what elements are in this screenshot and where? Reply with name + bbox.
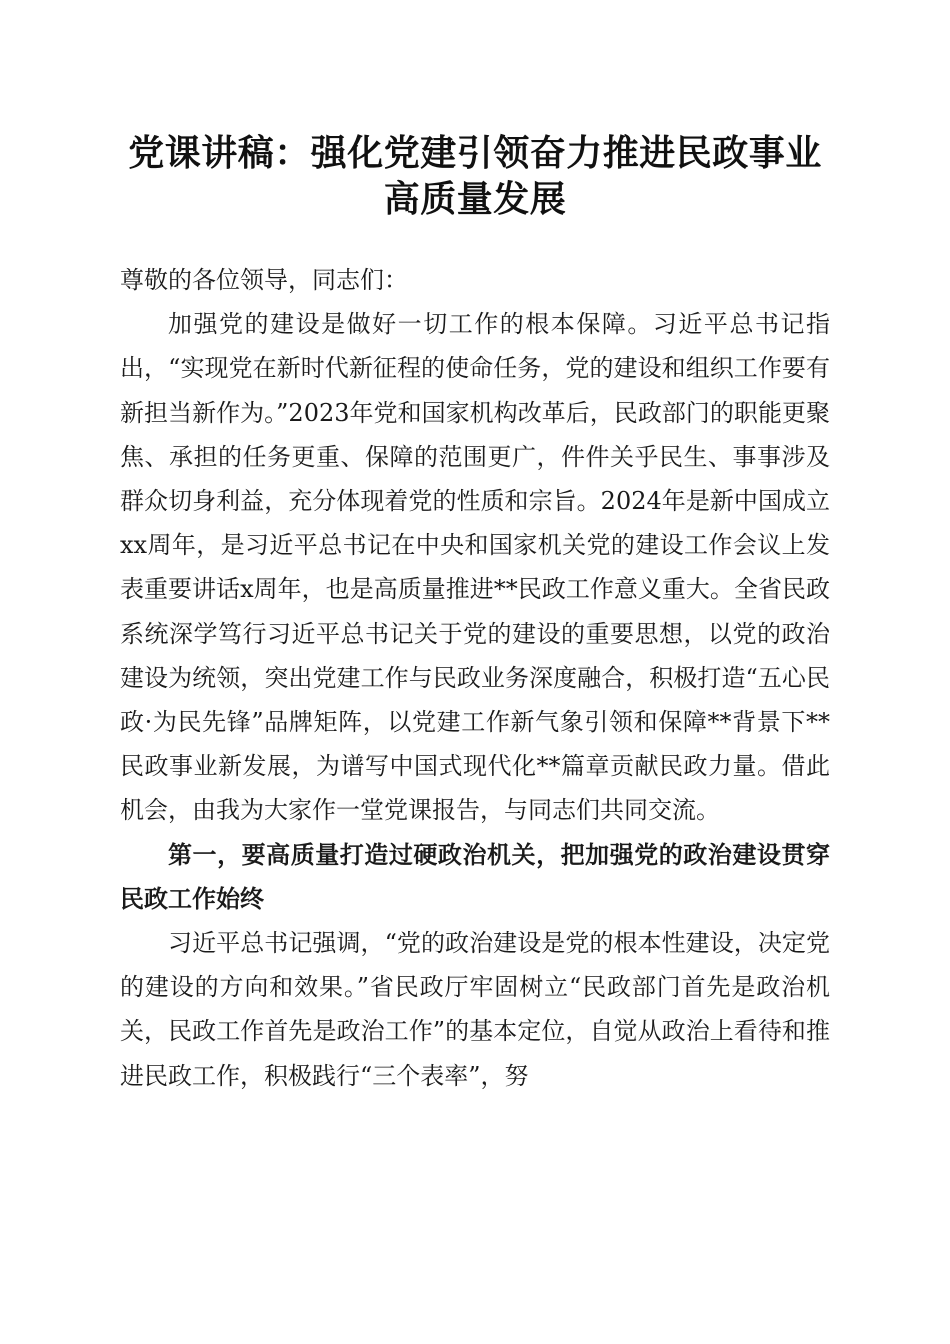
salutation: 尊敬的各位领导，同志们：	[120, 266, 408, 294]
intro-paragraph: 加强党的建设是做好一切工作的根本保障。习近平总书记指出，“实现党在新时代新征程的使命任务，党的建设和组织工作要有新担当新作为。”2023年党和国家机构改革后，民政部门的职能更聚焦、承担的任务更重、保障的范围更广，件件关乎民生、事事涉及群众切身利益，充分体现着党的性质和宗旨。2024年是新中国成立xx周年，是习近平总书记在中央和国家机关党的建设工作会议上发表重要讲话x周年，也是高质量推进**民政工作意义重大。全省民政系统深学笃行习近平总书记关于党的建设的重要思想，以党的政治建设为统领，突出党建工作与民政业务深度融合，积极打造“五心民政·为民先锋”品牌矩阵，以党建工作新气象引领和保障**背景下**民政事业新发展，为谱写中国式现代化**篇章贡献民政力量。借此机会，由我为大家作一堂党课报告，与同志们共同交流。	[120, 310, 830, 825]
document-body	[120, 258, 830, 1098]
section-1-paragraph: 习近平总书记强调，“党的政治建设是党的根本性建设，决定党的建设的方向和效果。”省民政厅牢固树立“民政部门首先是政治机关，民政工作首先是政治工作”的基本定位，自觉从政治上看待和推进民政工作，积极践行“三个表率”，努	[120, 929, 830, 1090]
section-heading-1: 第一，要高质量打造过硬政治机关，把加强党的政治建设贯穿民政工作始终	[120, 839, 830, 913]
document-title: 党课讲稿：强化党建引领奋力推进民政事业高质量发展	[128, 132, 822, 220]
